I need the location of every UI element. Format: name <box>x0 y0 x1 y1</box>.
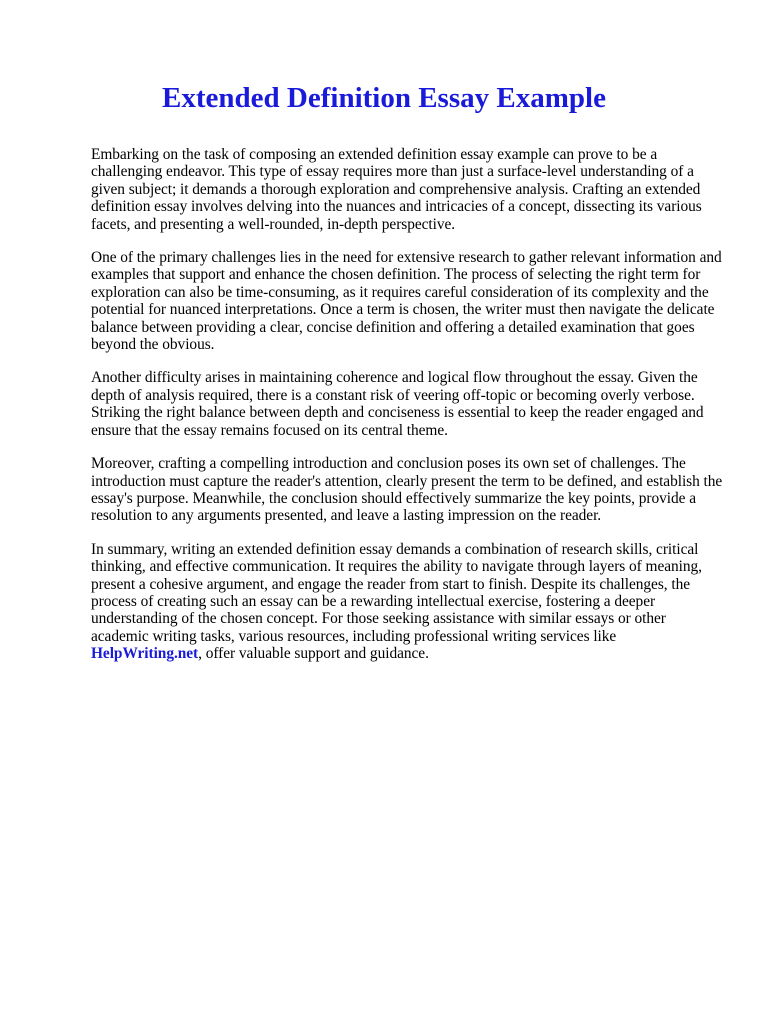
paragraph-intro: Embarking on the task of composing an extended definition essay example can prove to be a challenging endeavor. This type of essay requires more than just a surface-level understanding of a given subject; it demands a thorough exploration and comprehensive analysis. Crafting an extended definition essay involves delving into the nuances and intricacies of a concept, dissecting its various facets, and presenting a well-rounded, in-depth perspective. <box>91 146 702 233</box>
essay-body <box>91 146 723 679</box>
summary-text: In summary, writing an extended definition essay demands a combination of research skills, critical thinking, and effective communication. It requires the ability to navigate through layers of meaning, present a cohesive argument, and engage the reader from start to finish. Despite its challenges, the process of creating such an essay can be a rewarding intellectual exercise, fostering a deeper understanding of the chosen concept. For those seeking assistance with similar essays or other academic writing tasks, various resources, including professional writing services like <box>91 540 702 645</box>
summary-tail: , offer valuable support and guidance. <box>198 645 429 663</box>
paragraph-coherence: Another difficulty arises in maintaining coherence and logical flow throughout the essay. Given the depth of analysis required, there is a constant risk of veering off-topic or becoming overly verbose. Striking the right balance between depth and conciseness is essential to keep the reader engaged and ensure that the essay remains focused on its central theme. <box>91 369 704 439</box>
paragraph-intro-conclusion: Moreover, crafting a compelling introduction and conclusion poses its own set of challenges. The introduction must capture the reader's attention, clearly present the term to be defined, and establish the essay's purpose. Meanwhile, the conclusion should effectively summarize the key points, provide a resolution to any arguments presented, and leave a lasting impression on the reader. <box>91 455 723 525</box>
helpwriting-link[interactable]: HelpWriting.net <box>91 645 199 663</box>
page-title: Extended Definition Essay Example <box>162 82 606 114</box>
paragraph-summary <box>91 541 723 663</box>
paragraph-challenges: One of the primary challenges lies in the need for extensive research to gather relevant information and examples that support and enhance the chosen definition. The process of selecting the right term for exploration can also be time-consuming, as it requires careful consideration of its complexity and the potential for nuanced interpretations. Once a term is chosen, the writer must then navigate the delicate balance between providing a clear, concise definition and offering a detailed examination that goes beyond the obvious. <box>91 249 722 354</box>
